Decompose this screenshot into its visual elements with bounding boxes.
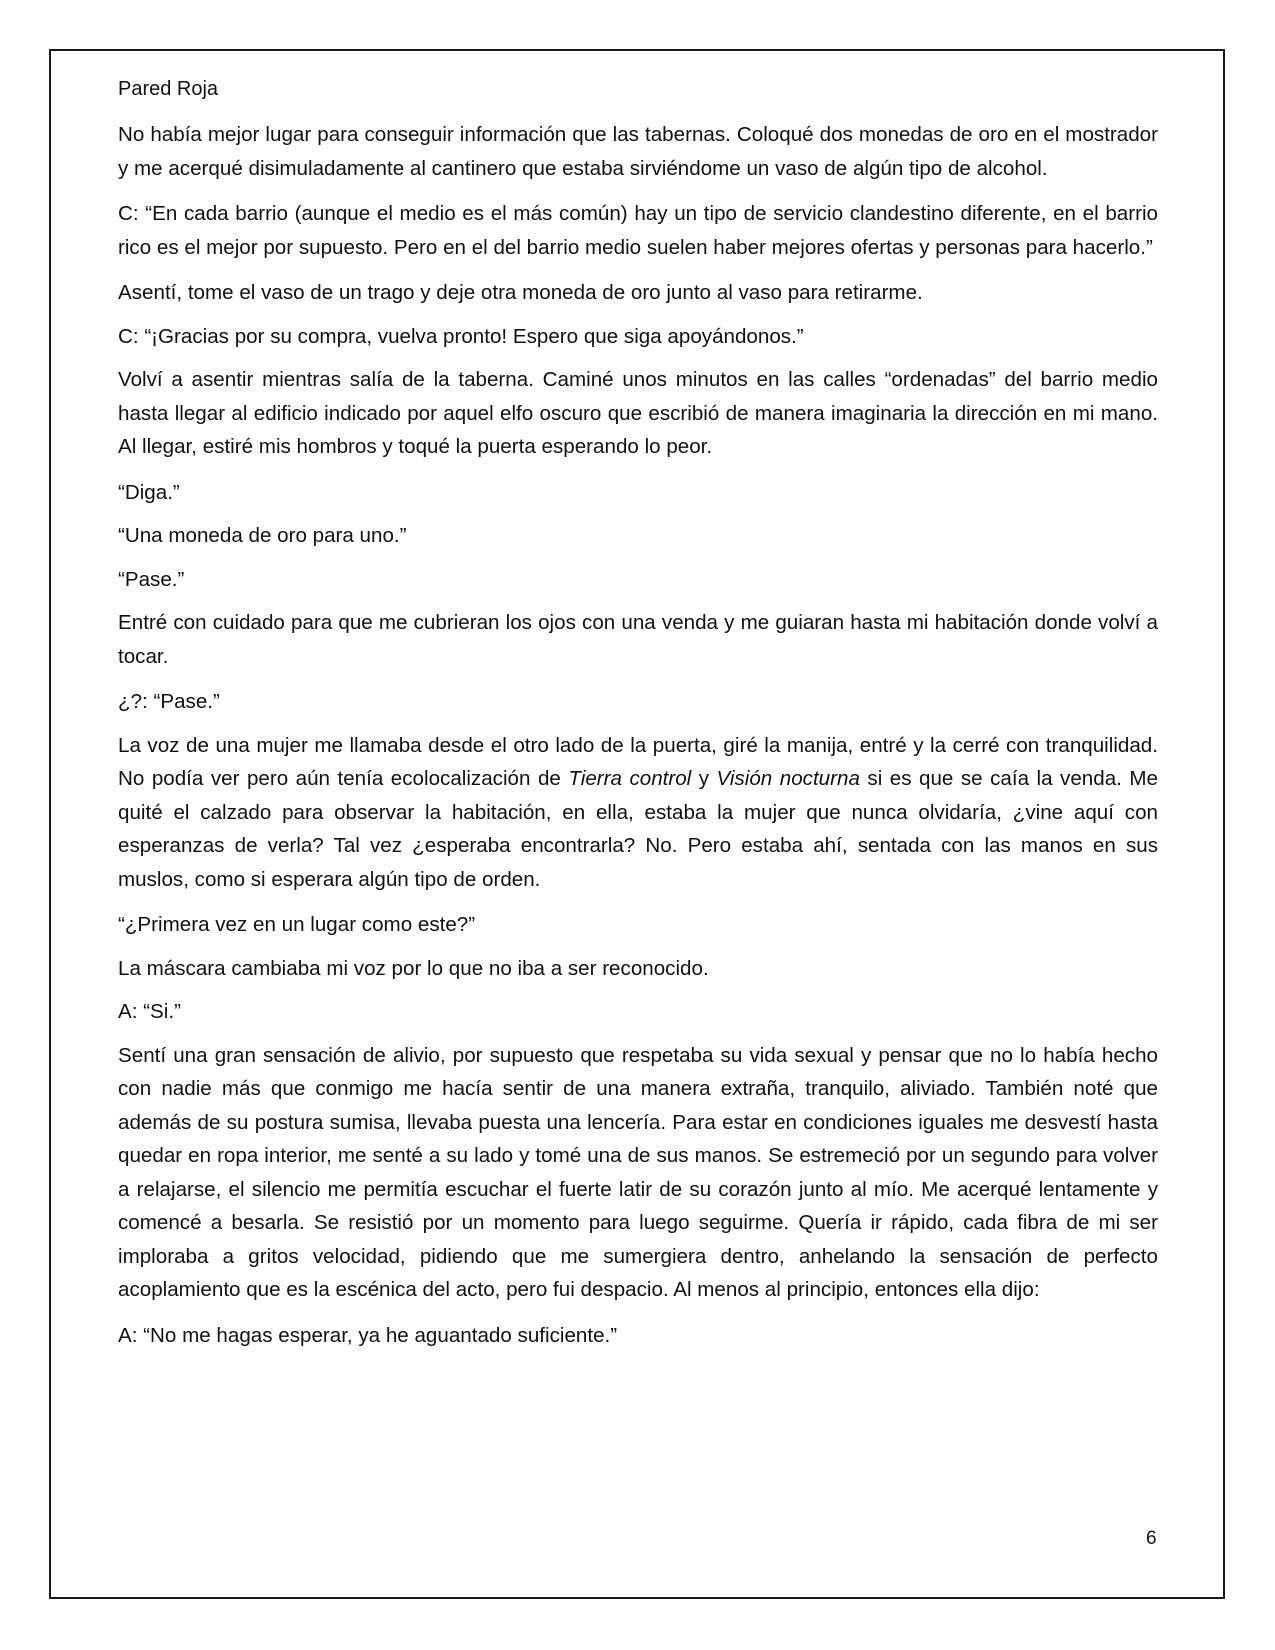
dialogue-line: A: “Si.”: [118, 1000, 181, 1023]
italic-term: Visión nocturna: [716, 767, 860, 790]
page-number: 6: [1146, 1528, 1157, 1549]
dialogue-line: “Diga.”: [118, 480, 180, 504]
paragraph-text: La voz de una mujer me llamaba desde el otro lado de la puerta, giré la manija, entré y la cerré con tranquilidad. No podía ver pero aún tenía ecolocalización de: [118, 733, 1158, 790]
paragraph: La máscara cambiaba mi voz por lo que no iba a ser reconocido.: [118, 956, 709, 980]
document-body: [118, 118, 1158, 1364]
dialogue-line: ¿?: “Pase.”: [118, 690, 220, 713]
dialogue-line: “Pase.”: [118, 567, 185, 591]
paragraph: C: “En cada barrio (aunque el medio es el más común) hay un tipo de servicio clandestino diferente, en el barrio rico es el mejor por supuesto. Pero en el del barrio medio suelen haber mejores ofertas y personas para hacerlo.”: [118, 202, 1158, 259]
dialogue-line: “Una moneda de oro para uno.”: [118, 524, 407, 547]
paragraph: [118, 729, 1158, 897]
paragraph: Sentí una gran sensación de alivio, por supuesto que respetaba su vida sexual y pensar que no lo había hecho con nadie más que conmigo me hacía sentir de una manera extraña, tranquilo, aliviado. También noté que además de su postura sumisa, llevaba puesta una lencería. Para estar en condiciones iguales me desvestí hasta quedar en ropa interior, me senté a su lado y tomé una de sus manos. Se estremeció por un segundo para volver a relajarse, el silencio me permitía escuchar el fuerte latir de su corazón junto al mío. Me acerqué lentamente y comencé a besarla. Se resistió por un momento para luego seguirme. Quería ir rápido, cada fibra de mi ser imploraba a gritos velocidad, pidiendo que me sumergiera dentro, anhelando la sensación de perfecto acoplamiento que es la escénica del acto, pero fui despacio. Al menos al principio, entonces ella dijo:: [118, 1043, 1158, 1301]
paragraph: Asentí, tome el vaso de un trago y deje otra moneda de oro junto al vaso para retirarme.: [118, 281, 923, 304]
paragraph-text: y: [691, 767, 717, 790]
running-header: Pared Roja: [118, 78, 219, 100]
italic-term: Tierra control: [568, 767, 692, 790]
dialogue-line: A: “No me hagas esperar, ya he aguantado suficiente.”: [118, 1323, 618, 1347]
paragraph: C: “¡Gracias por su compra, vuelva pronto! Espero que siga apoyándonos.”: [118, 324, 804, 348]
dialogue-line: “¿Primera vez en un lugar como este?”: [118, 913, 476, 936]
paragraph: Entré con cuidado para que me cubrieran los ojos con una venda y me guiaran hasta mi habitación donde volví a tocar.: [118, 611, 1158, 668]
paragraph-text: si es que se caía la venda. Me quité el calzado para observar la habitación, en ella, estaba la mujer que nunca olvidaría, ¿vine aquí con esperanzas de verla? Tal vez ¿esperaba encontrarla? No. Pero estaba ahí, sentada con las manos en sus muslos, como si esperara algún tipo de orden.: [118, 767, 1158, 891]
paragraph: No había mejor lugar para conseguir información que las tabernas. Coloqué dos monedas de oro en el mostrador y me acerqué disimuladamente al cantinero que estaba sirviéndome un vaso de algún tipo de alcohol.: [118, 123, 1158, 180]
paragraph: Volví a asentir mientras salía de la taberna. Caminé unos minutos en las calles “ordenadas” del barrio medio hasta llegar al edificio indicado por aquel elfo oscuro que escribió de manera imaginaria la dirección en mi mano. Al llegar, estiré mis hombros y toqué la puerta esperando lo peor.: [118, 368, 1158, 458]
